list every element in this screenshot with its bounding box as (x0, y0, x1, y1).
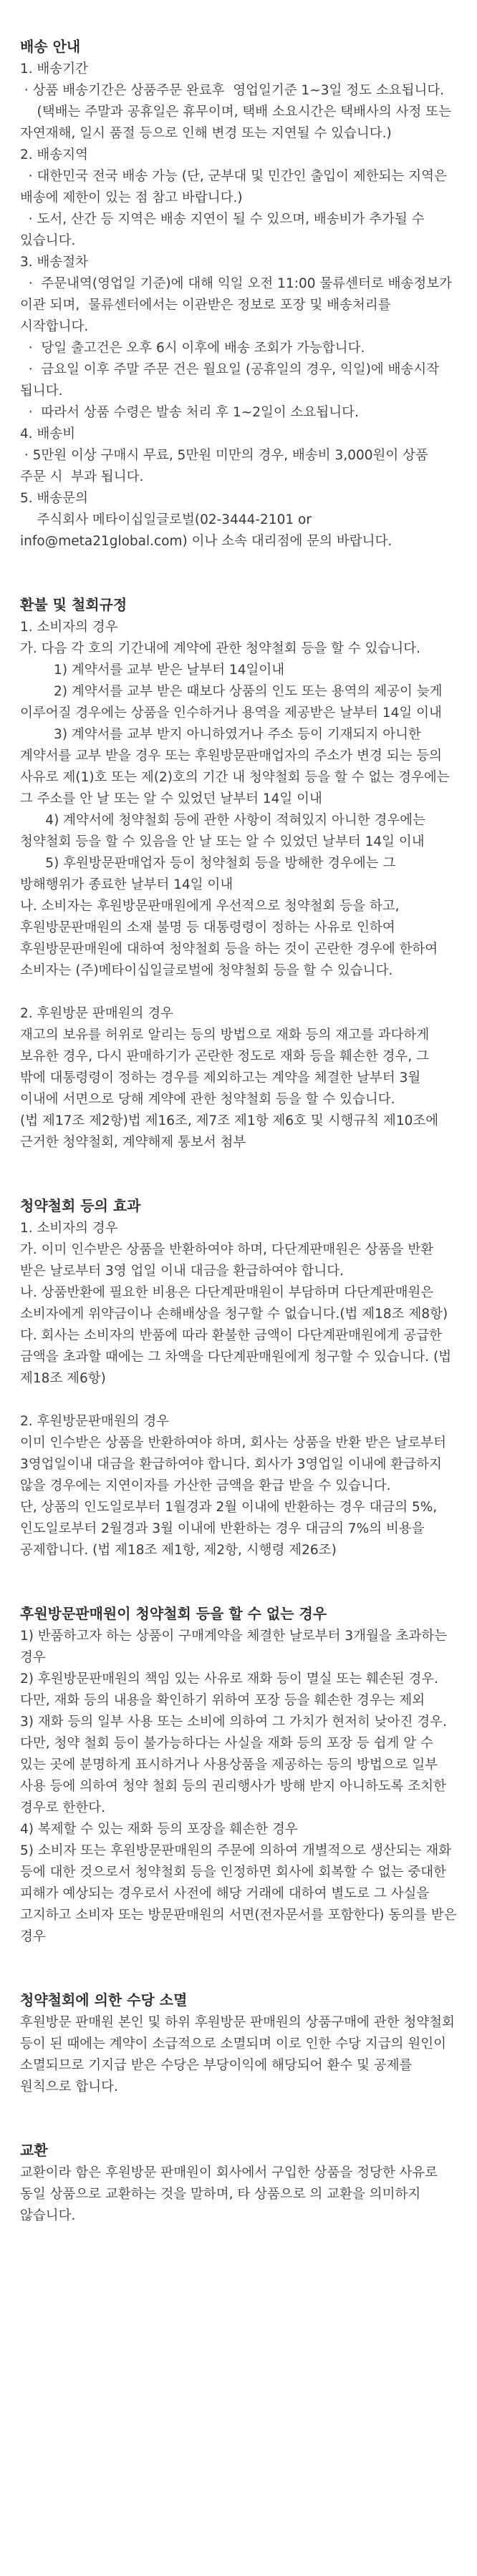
body-line: 1. 소비자의 경우 (20, 620, 118, 635)
body-line: 2) 후원방문판매원의 책임 있는 사유로 재화 등이 멸실 또는 훼손된 경우. 다만, 재화 등의 내용을 확인하기 위하여 포장 등을 훼손한 경우는 제외 (20, 1672, 443, 1708)
body-line: · 따라서 상품 수령은 발송 처리 후 1~2일이 소요됩니다. (20, 405, 359, 420)
body-line: · 주문내역(영업일 기준)에 대해 익일 오전 11:00 물류센터로 배송정보가 이관 되며, 물류센터에서는 이관받은 정보로 포장 및 배송처리를 시작합니다. (20, 276, 456, 334)
section-title: 환불 및 철회규정 (20, 596, 127, 613)
body-line: 3. 배송절차 (20, 255, 89, 270)
body-line: 3) 재화 등의 일부 사용 또는 소비에 의하여 그 가치가 현저히 낮아진 경우. 다만, 청약 철회 등이 불가능하다는 사실을 재화 등의 포장 등 쉽게 알 수 있는 곳에 분명하게 표시하거나 사용상품을 제공하는 등의 방법으로 일부 사용 등에 의하여 청약 철회 등의 권리행사가 방해 받지 아니하도록 조치한 경우로 한한다. (20, 1714, 451, 1815)
body-line: 5) 소비자 또는 후원방문판매원의 주문에 의하여 개별적으로 생산되는 재화 등에 대한 것으로서 청약철회 등을 인정하면 회사에 회복할 수 없는 중대한 피해가 예상되는 경우로서 사전에 해당 거래에 대하여 별도로 그 사실을 고지하고 소비자 또는 방문판매원의 서면(전자문서를 포함한다) 동의를 받은 경우 (20, 1843, 461, 1944)
body-line: 나. 소비자는 후원방문판매원에게 우선적으로 청약철회 등을 하고, 후원방문판매원의 소재 불명 등 대통령령이 정하는 사유로 인하여 후원방문판매원에 대하여 청약철회 등을 하는 것이 곤란한 경우에 한하여 소비자는 (주)메타이십일글로벌에 청약철회 등을 할 수 있습니다. (20, 899, 443, 978)
body-line: · 도서, 산간 등 지역은 배송 지연이 될 수 있으며, 배송비가 추가될 수 있습니다. (20, 212, 429, 248)
body-line: 2. 후원방문 판매원의 경우 (20, 1006, 174, 1021)
body-line: 이미 인수받은 상품을 반환하여야 하며, 회사는 상품을 반환 받은 날로부터 3영업일이내 대금을 환급하여야 합니다. 회사가 3영업일 이내에 환급하지 않을 경우에는 지연이자를 가산한 금액을 환급 받을 수 있습니다. (20, 1435, 450, 1493)
body-line: · 금요일 이후 주말 주문 건은 월요일 (공휴일의 경우, 익일)에 배송시작 됩니다. (20, 362, 444, 399)
body-line: 5) 후원방문판매업자 등이 청약철회 등을 방해한 경우에는 그 방해행위가 종료한 날부터 14일 이내 (20, 856, 400, 892)
body-line: 가. 다음 각 호의 기간내에 계약에 관한 청약철회 등을 할 수 있습니다. (20, 641, 420, 656)
body-line: (택배는 주말과 공휴일은 휴무이며, 택배 소요시간은 택배사의 사정 또는 자연재해, 일시 품절 등으로 인해 변경 또는 지연될 수 있습니다.) (20, 104, 456, 141)
body-line: 가. 이미 인수받은 상품을 반환하여야 하며, 다단계판매원은 상품을 반환 받은 날로부터 3영 업일 이내 대금을 환급하여야 합니다. (20, 1242, 438, 1279)
body-line: 1. 배송기간 (20, 62, 89, 77)
body-line: 1) 반품하고자 하는 상품이 구매계약을 체결한 날로부터 3개월을 초과하는 경우 (20, 1629, 451, 1665)
policy-section (20, 2140, 457, 2227)
body-line: 1) 계약서를 교부 받은 날부터 14일이내 (20, 663, 285, 678)
body-line: 주식회사 메타이십일글로벌(02-3444-2101 or info@meta21global.com) 이나 소속 대리점에 문의 바랍니다. (20, 512, 392, 549)
bottom-fade (0, 2447, 477, 2576)
body-line: 재고의 보유를 허위로 알리는 등의 방법으로 재화 등의 재고를 과다하게 보유한 경우, 다시 판매하기가 곤란한 정도로 재화 등을 훼손한 경우, 그 밖에 대통령령이 정하는 경우를 제외하고는 계약을 체결한 날부터 3월 이내에 서면으로 당해 계약에 관한 청약철회 등을 할 수 있습니다. (20, 1028, 434, 1107)
policy-section (20, 1603, 461, 1948)
section-title: 후원방문판매원이 청약철회 등을 할 수 없는 경우 (20, 1605, 327, 1622)
body-line: (법 제17조 제2항)법 제16조, 제7조 제1항 제6호 및 시행규칙 제10조에 근거한 청약철회, 계약해제 통보서 첨부 (20, 1113, 443, 1150)
blank-line (20, 1390, 457, 1411)
body-line: 4) 계약서에 청약철회 등에 관한 사항이 적혀있지 아니한 경우에는 청약철회 등을 할 수 있음을 안 날 또는 알 수 있었던 날부터 14일 이내 (20, 813, 430, 849)
section-title: 청약철회에 의한 수당 소멸 (20, 1991, 188, 2009)
body-line: · 5만원 이상 구매시 무료, 5만원 미만의 경우, 배송비 3,000원이 상품 주문 시 부과 됩니다. (20, 448, 433, 484)
body-line: 2. 후원방문판매원의 경우 (20, 1414, 170, 1429)
body-line: 단, 상품의 인도일로부터 1월경과 2월 이내에 반환하는 경우 대금의 5%, 인도일로부터 2월경과 3월 이내에 반환하는 경우 대금의 7%의 비용을 공제합니다. (법 제18조 제1항, 제2항, 시행령 제26조) (20, 1500, 442, 1558)
policy-section (20, 36, 457, 552)
body-line: 5. 배송문의 (20, 491, 89, 506)
section-title: 청약철회 등의 효과 (20, 1197, 141, 1214)
body-line: · 당일 출고건은 오후 6시 이후에 배송 조회가 가능합니다. (20, 341, 365, 356)
policy-section (20, 1195, 457, 1561)
blank-line (20, 982, 457, 1003)
body-line: 교환이라 함은 후원방문 판매원이 회사에서 구입한 상품을 정당한 사유로 동일 상품으로 교환하는 것을 말하며, 타 상품으로 의 교환을 의미하지 않습니다. (20, 2165, 443, 2223)
body-line: 나. 상품반환에 필요한 비용은 다단계판매원이 부담하며 다단계판매원은 소비자에게 위약금이나 손해배상을 청구할 수 없습니다.(법 제18조 제8항) (20, 1285, 448, 1322)
body-line: · 상품 배송기간은 상품주문 완료후 영업일기준 1~3일 정도 소요됩니다. (20, 83, 445, 98)
policy-section (20, 1989, 457, 2098)
body-line: 3) 계약서를 교부 받지 아니하였거나 주소 등이 기재되지 아니한 계약서를 교부 받을 경우 또는 후원방문판매업자의 주소가 변경 되는 등의 사유로 제(1)호 또는 제(2)호의 기간 내 청약철회 등을 할 수 없는 경우에는 그 주소를 안 날 또는 알 수 있었던 날부터 14일 이내 (20, 727, 454, 806)
section-title: 교환 (20, 2142, 48, 2159)
body-line: 후원방문 판매원 본인 및 하위 후원방문 판매원의 상품구매에 관한 청약철회 등이 된 때에는 계약이 소급적으로 소멸되며 이로 인한 수당 지급의 원인이 소멸되므로 기지급 받은 수당은 부당이익에 해당되어 환수 및 공제를 원칙으로 합니다. (20, 2015, 459, 2094)
body-line: 2) 계약서를 교부 받은 때보다 상품의 인도 또는 용역의 제공이 늦게 이루어질 경우에는 상품을 인수하거나 용역을 제공받은 날부터 14일 이내 (20, 684, 447, 721)
body-line: 4. 배송비 (20, 426, 76, 441)
body-line: 1. 소비자의 경우 (20, 1221, 118, 1236)
body-line: 4) 복제할 수 있는 재화 등의 포장을 훼손한 경우 (20, 1822, 298, 1837)
body-line: 2. 배송지역 (20, 147, 89, 162)
body-line: 다. 회사는 소비자의 반품에 따라 환불한 금액이 다단계판매원에게 공급한 금액을 초과할 때에는 그 차액을 다단계판매원에게 청구할 수 있습니다. (법 제18조 제6항) (20, 1328, 456, 1386)
body-line: · 대한민국 전국 배송 가능 (단, 군부대 및 민간인 출입이 제한되는 지역은 배송에 제한이 있는 점 참고 바랍니다.) (20, 169, 451, 205)
section-title: 배송 안내 (20, 38, 81, 55)
policy-section (20, 594, 457, 1153)
